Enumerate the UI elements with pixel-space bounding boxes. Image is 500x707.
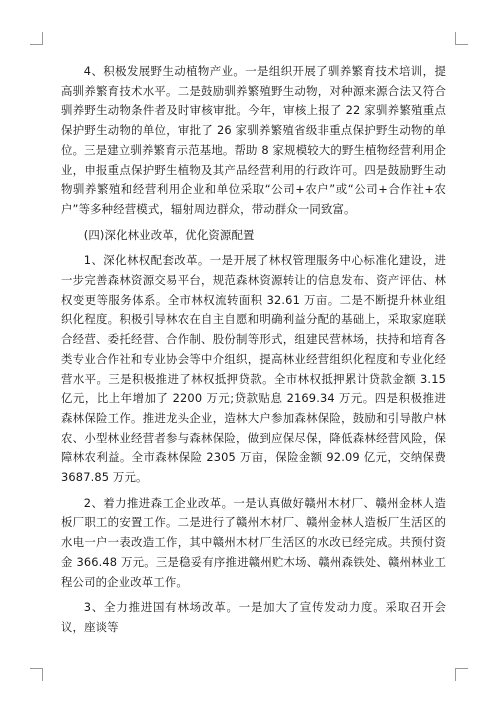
section-heading-forestry-reform: (四)深化林业改革，优化资源配置: [83, 227, 255, 242]
crop-mark-bottom-right: [455, 668, 468, 681]
crop-mark-top-right: [455, 32, 468, 45]
crop-mark-bottom-left: [30, 668, 43, 681]
paragraph-state-forest-farm-reform: 3、全力推进国有林场改革。一是加大了宣传发动力度。采取召开会议，座谈等: [61, 600, 446, 634]
paragraph-wildlife-industry: 4、积极发展野生动植物产业。一是组织开展了驯养繁育技术培训，提高驯养繁育技术水平。二是鼓励驯养繁殖野生动物，对种源来源合法又符合驯养野生动物条件者及时审核审批。今年，审核上报了 22 家驯养繁殖重点保护野生动物的单位，审批了 26 家驯养繁殖省级非重点保护野生动物的单位。三是建立驯养繁育示范基地。帮助 8 家规模较大的野生植物经营利用企业，申报重点保护野生植物及其产品经营利用的行政许可。四是鼓励野生动物驯养繁殖和经营利用企业和单位采取“公司+农户”或“公司+合作社+农户”等多种经营模式，辐射周边群众，带动群众一同致富。: [61, 64, 446, 216]
paragraph-forest-rights-reform: 1、深化林权配套改革。一是开展了林权管理服务中心标准化建设，进一步完善森林资源交易平台，规范森林资源转让的信息发布、资产评估、林权变更等服务体系。全市林权流转面积 32.61 万亩。二是不断提升林业组织化程度。积极引导林农在自主自愿和明确利益分配的基础上，采取家庭联合经营、委托经营、合作制、股份制等形式，组建民营林场，扶持和培育各类专业合作社和专业协会等中介组织，提高林业经营组织化程度和专业化经营水平。三是积极推进了林权抵押贷款。全市林权抵押累计贷款金额 3.15 亿元，比上年增加了 2200 万元;贷款贴息 2169.34 万元。四是积极推进森林保险工作。推进龙头企业，造林大户参加森林保险，鼓励和引导散户林农、小型林业经营者参与森林保险，做到应保尽保，降低森林经营风险，保障林农利益。全市森林保险 2305 万亩，保险金额 92.09 亿元，交纳保费 3687.85 万元。: [61, 253, 446, 485]
document-body: [61, 62, 446, 644]
paragraph-forest-enterprise-reform: 2、着力推进森工企业改革。一是认真做好赣州木材厂、赣州金林人造板厂职工的安置工作。二是进行了赣州木材厂、赣州金林人造板厂生活区的水电一户一表改造工作，其中赣州木材厂生活区的水改已经完成。共预付资金 366.48 万元。三是稳妥有序推进赣州贮木场、赣州森铁处、赣州林业工程公司的企业改革工作。: [61, 495, 446, 589]
crop-mark-top-left: [30, 32, 43, 45]
